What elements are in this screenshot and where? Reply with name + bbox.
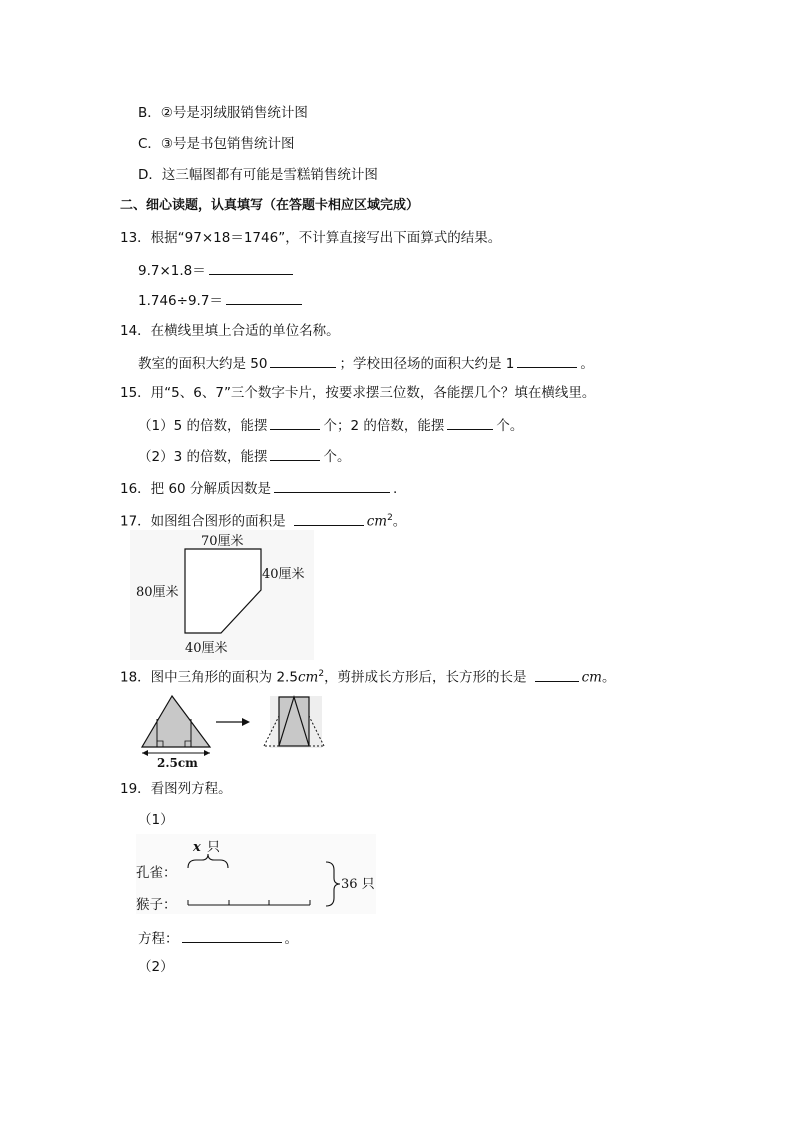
- option-c: C．③号是书包销售统计图: [138, 136, 295, 152]
- q19-x-unit: 只: [207, 840, 221, 855]
- q13-a-blank[interactable]: [209, 260, 293, 275]
- q16-end: .: [392, 481, 398, 497]
- q16-stem: 16．把 60 分解质因数是: [120, 481, 271, 497]
- q17-unit: cm: [366, 513, 388, 530]
- q15-line1: [138, 415, 523, 435]
- q18-p2: ，剪拼成长方形后，长方形的长是: [324, 669, 527, 686]
- q17-label-bottom: 40厘米: [185, 641, 228, 656]
- q18-unit2: cm: [581, 669, 602, 686]
- q18-figure: [132, 694, 330, 770]
- section-title: 二、细心读题，认真填写（在答题卡相应区域完成）: [120, 198, 420, 213]
- q14-line: [138, 353, 594, 373]
- q19-figure: [136, 834, 376, 914]
- q17-blank[interactable]: [294, 511, 364, 526]
- q14-p1: 教室的面积大约是 50: [138, 356, 268, 372]
- q17-label-right: 40厘米: [262, 567, 305, 582]
- q15-blank-3[interactable]: [270, 446, 320, 461]
- q16-blank[interactable]: [274, 478, 390, 493]
- q19-stem: 19．看图列方程。: [120, 781, 232, 797]
- q18-unit: cm: [297, 669, 319, 686]
- q13-stem: 13．根据“97×18＝1746”，不计算直接写出下面算式的结果。: [120, 230, 502, 246]
- q15-line2: [138, 446, 350, 466]
- q19-eq-label: 方程：: [138, 931, 179, 947]
- q14-stem: 14．在横线里填上合适的单位名称。: [120, 323, 340, 339]
- q14-blank-1[interactable]: [270, 353, 336, 368]
- q18-dim-arrow-right: [204, 750, 210, 756]
- q17-sup: 2: [387, 513, 393, 523]
- q15-stem: 15．用“5、6、7”三个数字卡片，按要求摆三位数，各能摆几个？填在横线里。: [120, 385, 596, 401]
- q13-b-text: 1.746÷9.7＝: [138, 293, 223, 309]
- q17-line: [120, 509, 406, 531]
- q19-part1: （1）: [138, 812, 174, 828]
- q15-l1b: 个；2 的倍数，能摆: [323, 418, 445, 434]
- q19-row1-label: 孔雀：: [136, 865, 177, 881]
- q18-dim-arrow-left: [142, 750, 148, 756]
- q19-part2: （2）: [138, 959, 174, 975]
- q15-l1a: （1）5 的倍数，能摆: [138, 418, 268, 434]
- q17-label-top: 70厘米: [201, 534, 244, 549]
- q19-total: 36 只: [341, 877, 375, 892]
- q13-a-text: 9.7×1.8＝: [138, 263, 206, 279]
- q15-l2b: 个。: [323, 449, 351, 465]
- q16-line: [120, 478, 397, 498]
- q14-p3: 。: [580, 356, 594, 372]
- q17-end: 。: [392, 513, 407, 530]
- q14-blank-2[interactable]: [517, 353, 577, 368]
- q17-label-left: 80厘米: [136, 585, 179, 600]
- q15-l2a: （2）3 的倍数，能摆: [138, 449, 268, 465]
- q15-blank-2[interactable]: [447, 415, 493, 430]
- option-d: D．这三幅图都有可能是雪糕销售统计图: [138, 167, 378, 183]
- option-b: B．②号是羽绒服销售统计图: [138, 105, 308, 121]
- q15-l1c: 个。: [496, 418, 524, 434]
- q18-triangle: [142, 696, 210, 747]
- q18-fig-label: 2.5cm: [157, 756, 198, 770]
- q19-eq-end: 。: [284, 931, 298, 947]
- q18-rectangle: [279, 697, 309, 746]
- q13-b: [138, 290, 305, 310]
- q19-equation-line: [138, 928, 298, 948]
- q18-arrow-head: [242, 718, 250, 726]
- q19-row2-label: 猴子：: [136, 897, 177, 913]
- q18-p1: 18．图中三角形的面积为 2.5: [120, 669, 298, 686]
- q14-p2: ；学校田径场的面积大约是 1: [339, 356, 515, 372]
- q18-blank[interactable]: [535, 667, 579, 682]
- q17-figure: [130, 530, 314, 660]
- q18-line: [120, 665, 615, 687]
- q15-blank-1[interactable]: [270, 415, 320, 430]
- q13-a: [138, 260, 296, 280]
- q19-eq-blank[interactable]: [182, 928, 282, 943]
- q17-stem: 17．如图组合图形的面积是: [120, 513, 286, 530]
- q18-end: 。: [601, 669, 616, 686]
- q19-x-label: x: [193, 840, 201, 855]
- q18-sup: 2: [318, 669, 325, 679]
- q13-b-blank[interactable]: [226, 290, 302, 305]
